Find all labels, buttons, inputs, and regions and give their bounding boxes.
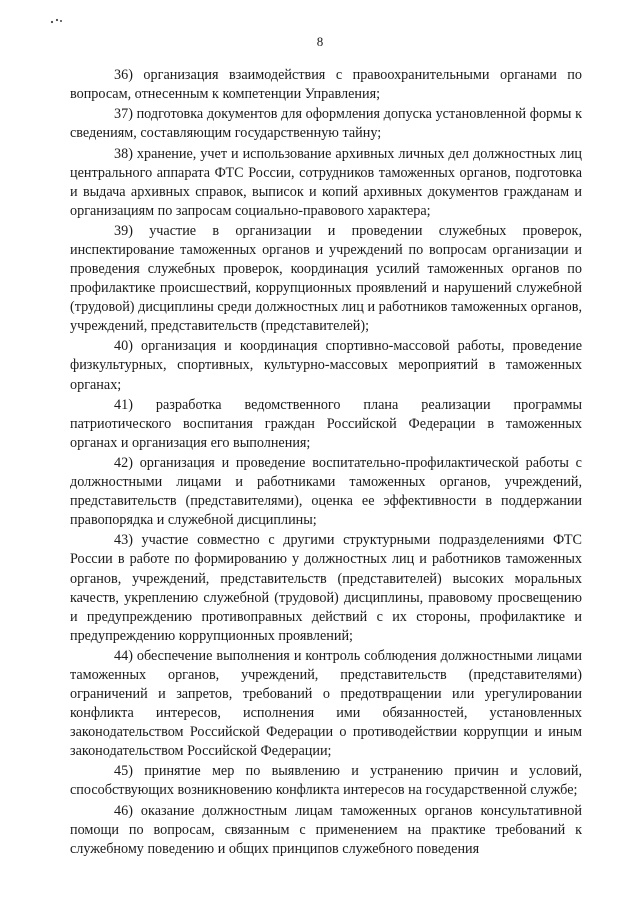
paragraph-43: 43) участие совместно с другими структурными подразделениями ФТС России в работе по формированию у должностных лиц и работников таможенных органов, учреждений, представительств (представителей) высоких моральных качеств, укреплению служебной (трудовой) дисциплины, правовому просвещению и предупреждению противоправных действий с их стороны, профилактике и предупреждению коррупционных проявлений; <box>70 532 582 644</box>
paragraph-45: 45) принятие мер по выявлению и устранению причин и условий, способствующих возникновению конфликта интересов на государственной службе; <box>70 763 582 799</box>
paragraph-41: 41) разработка ведомственного плана реализации программы патриотического воспитания граждан Российской Федерации в таможенных органах и организация его выполнения; <box>70 396 582 451</box>
paragraph-42: 42) организация и проведение воспитательно-профилактической работы с должностными лицами и работниками таможенных органов, учреждений, представительств (представителями), оценка ее эффективности в поддержании правопорядка и служебной дисциплины; <box>70 455 582 529</box>
scan-mark <box>50 18 64 24</box>
document-body <box>70 66 582 860</box>
page-number: 8 <box>316 34 324 49</box>
paragraph-38: 38) хранение, учет и использование архивных личных дел должностных лиц центрального аппарата ФТС России, сотрудников таможенных органов, подготовка и выдача архивных справок, выписок и копий архивных документов гражданам и организациям по запросам социально-правового характера; <box>70 145 582 219</box>
paragraph-39: 39) участие в организации и проведении служебных проверок, инспектирование таможенных органов и учреждений по вопросам организации и проведения служебных проверок, координация усилий таможенных органов по профилактике происшествий, коррупционных проявлений и нарушений служебной (трудовой) дисциплины среди должностных лиц и работников таможенных органов, учреждений, представительств (представителей); <box>70 222 582 335</box>
paragraph-36: 36) организация взаимодействия с правоохранительными органами по вопросам, отнесенным к компетенции Управления; <box>70 67 582 103</box>
paragraph-37: 37) подготовка документов для оформления допуска установленной формы к сведениям, составляющим государственную тайну; <box>70 106 582 142</box>
paragraph-40: 40) организация и координация спортивно-массовой работы, проведение физкультурных, спортивных, культурно-массовых мероприятий в таможенных органах; <box>70 338 582 393</box>
paragraph-44: 44) обеспечение выполнения и контроль соблюдения должностными лицами таможенных органов, учреждений, представительств (представителями) ограничений и запретов, требований о предотвращении или урегулировании конфликта интересов, исполнения ими обязанностей, установленных законодательством Российской Федерации о противодействии коррупции и иным законодательством Российской Федерации; <box>70 647 582 760</box>
paragraph-46: 46) оказание должностным лицам таможенных органов консультативной помощи по вопросам, связанным с применением на практике требований к служебному поведению и общих принципов служебного поведения <box>70 802 582 857</box>
